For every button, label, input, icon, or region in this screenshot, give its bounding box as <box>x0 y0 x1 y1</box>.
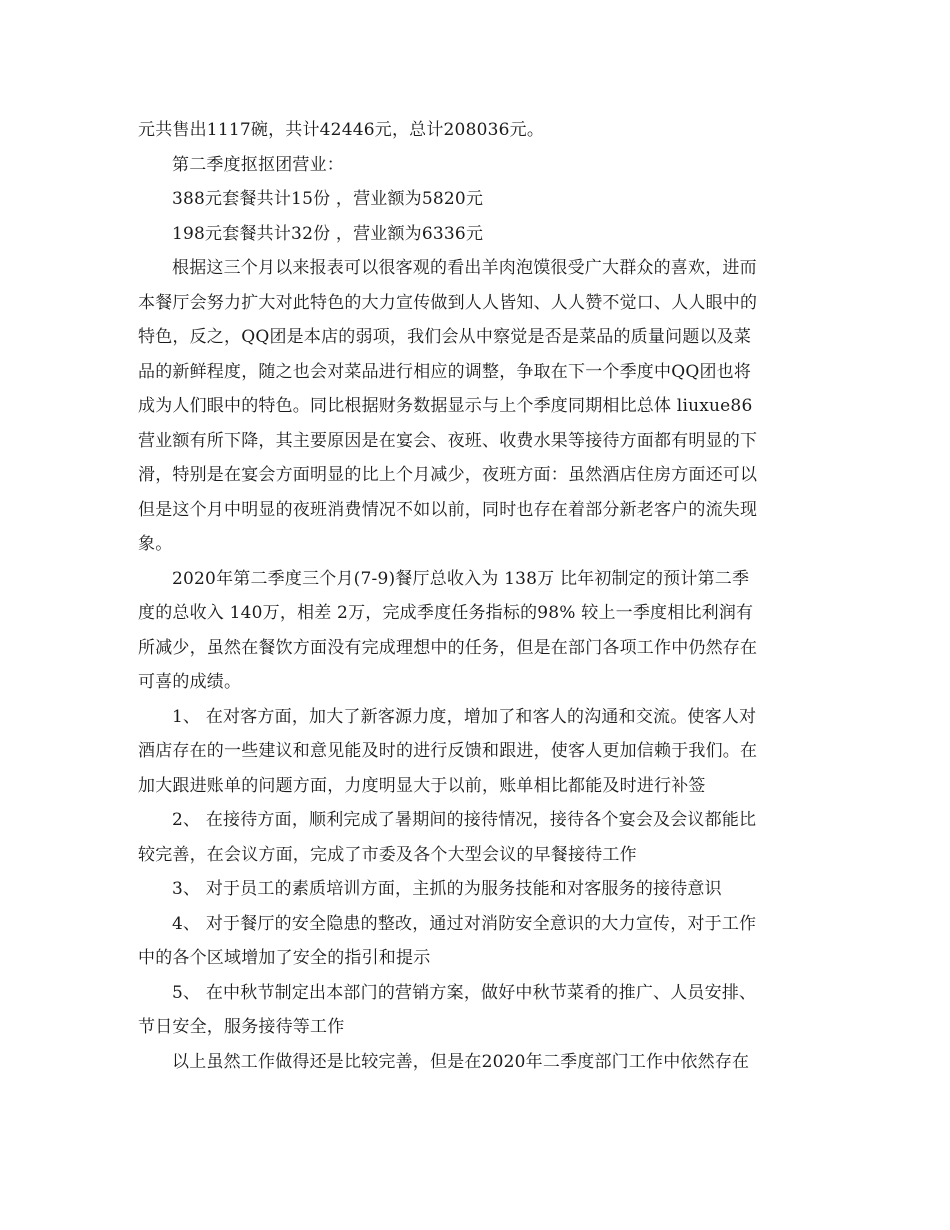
text-line: 营业额有所下降，其主要原因是在宴会、夜班、收费水果等接待方面都有明显的下 <box>138 430 758 451</box>
text-line: 较完善，在会议方面，完成了市委及各个大型会议的早餐接待工作 <box>138 844 637 865</box>
text-line: 2020年第二季度三个月(7-9)餐厅总收入为 138万 比年初制定的预计第二季 <box>172 568 750 589</box>
text-line: 节日安全，服务接待等工作 <box>138 1017 345 1037</box>
text-line: 可喜的成绩。 <box>138 672 242 692</box>
text-line: 以上虽然工作做得还是比较完善，但是在2020年二季度部门工作中依然存在 <box>172 1051 750 1072</box>
text-line: 根据这三个月以来报表可以很客观的看出羊肉泡馍很受广大群众的喜欢，进而 <box>172 258 757 278</box>
text-line: 滑，特别是在宴会方面明显的比上个月减少，夜班方面：虽然酒店住房方面还可以 <box>138 465 758 485</box>
text-line: 388元套餐共计15份 ，营业额为5820元 <box>172 189 484 209</box>
text-line: 中的各个区域增加了安全的指引和提示 <box>138 948 431 968</box>
text-line: 所减少，虽然在餐饮方面没有完成理想中的任务，但是在部门各项工作中仍然存在 <box>138 637 758 658</box>
list-item-4: 4、 对于餐厅的安全隐患的整改，通过对消防安全意识的大力宣传，对于工作 <box>172 913 757 934</box>
text-line: 元共售出1117碗，共计42446元，总计208036元。 <box>138 120 545 140</box>
text-line: 加大跟进账单的问题方面，力度明显大于以前，账单相比都能及时进行补签 <box>138 775 706 796</box>
text-line: 本餐厅会努力扩大对此特色的大力宣传做到人人皆知、人人赞不觉口、人人眼中的 <box>138 292 758 313</box>
text-line: 度的总收入 140万，相差 2万，完成季度任务指标的98% 较上一季度相比利润有 <box>138 603 754 623</box>
list-item-1: 1、 在对客方面，加大了新客源力度，增加了和客人的沟通和交流。使客人对 <box>172 706 757 727</box>
text-line: 特色，反之，QQ团是本店的弱项，我们会从中察觉是否是菜品的质量问题以及菜 <box>138 327 752 347</box>
list-item-2: 2、 在接待方面，顺利完成了暑期间的接待情况，接待各个宴会及会议都能比 <box>172 810 757 830</box>
list-item-5: 5、 在中秋节制定出本部门的营销方案，做好中秋节菜肴的推广、人员安排、 <box>172 982 757 1003</box>
text-line: 象。 <box>138 534 173 554</box>
text-line: 但是这个月中明显的夜班消费情况不如以前，同时也存在着部分新老客户的流失现 <box>138 499 758 520</box>
text-line: 品的新鲜程度，随之也会对菜品进行相应的调整，争取在下一个季度中QQ团也将 <box>138 361 752 382</box>
list-item-3: 3、 对于员工的素质培训方面，主抓的为服务技能和对客服务的接待意识 <box>172 879 722 899</box>
document-body <box>138 113 814 1079</box>
text-line: 酒店存在的一些建议和意见能及时的进行反馈和跟进，使客人更加信赖于我们。在 <box>138 741 758 761</box>
section-heading: 第二季度抠抠团营业： <box>172 154 344 175</box>
text-line: 198元套餐共计32份 ，营业额为6336元 <box>172 223 484 244</box>
text-line: 成为人们眼中的特色。同比根据财务数据显示与上个季度同期相比总体 liuxue86 <box>138 396 753 416</box>
